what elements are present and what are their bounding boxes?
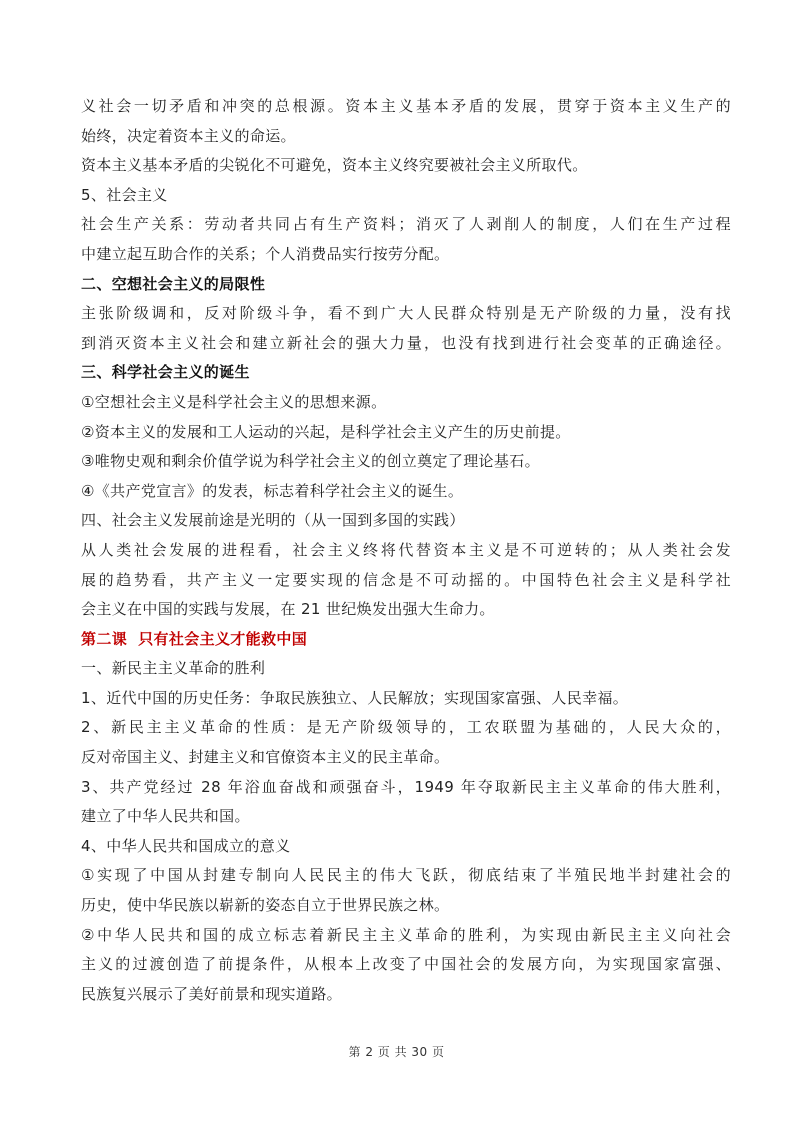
paragraph-line: 资本主义基本矛盾的尖锐化不可避免，资本主义终究要被社会主义所取代。 bbox=[81, 156, 588, 175]
paragraph-line: 历史，使中华民族以崭新的姿态自立于世界民族之林。 bbox=[81, 896, 450, 915]
list-item: ②资本主义的发展和工人运动的兴起，是科学社会主义产生的历史前提。 bbox=[81, 422, 571, 441]
section-heading: 三、科学社会主义的诞生 bbox=[81, 363, 250, 382]
paragraph-line: 1、近代中国的历史任务：争取民族独立、人民解放；实现国家富强、人民幸福。 bbox=[81, 688, 629, 707]
paragraph-line: 建立了中华人民共和国。 bbox=[81, 807, 250, 826]
paragraph-line: 反对帝国主义、封建主义和官僚资本主义的民主革命。 bbox=[81, 748, 450, 767]
subsection-title: 5、社会主义 bbox=[81, 185, 168, 204]
section-heading: 二、空想社会主义的局限性 bbox=[81, 274, 266, 293]
paragraph-line: 义社会一切矛盾和冲突的总根源。资本主义基本矛盾的发展，贯穿于资本主义生产的 bbox=[81, 97, 731, 115]
lesson-heading: 第二课 只有社会主义才能救中国 bbox=[81, 629, 308, 648]
subsection-title: 4、中华人民共和国成立的意义 bbox=[81, 836, 291, 855]
paragraph-line: 3、共产党经过 28 年浴血奋战和顽强奋斗，1949 年夺取新民主主义革命的伟大胜利， bbox=[81, 777, 731, 796]
paragraph-line: 社会生产关系：劳动者共同占有生产资料；消灭了人剥削人的制度，人们在生产过程 bbox=[81, 215, 731, 234]
subsection-title: 四、社会主义发展前途是光明的（从一国到多国的实践） bbox=[81, 511, 465, 530]
paragraph-line: 中建立起互助合作的关系；个人消费品实行按劳分配。 bbox=[81, 244, 450, 263]
paragraph-line: 从人类社会发展的进程看，社会主义终将代替资本主义是不可逆转的；从人类社会发 bbox=[81, 540, 731, 559]
list-item: ③唯物史观和剩余价值学说为科学社会主义的创立奠定了理论基石。 bbox=[81, 452, 540, 471]
list-item: ①空想社会主义是科学社会主义的思想来源。 bbox=[81, 392, 387, 411]
paragraph-line: 始终，决定着资本主义的命运。 bbox=[81, 126, 296, 145]
paragraph-line: 民族复兴展示了美好前景和现实道路。 bbox=[81, 984, 342, 1003]
paragraph-line: ①实现了中国从封建专制向人民民主的伟大飞跃，彻底结束了半殖民地半封建社会的 bbox=[81, 866, 731, 885]
page-footer: 第 2 页 共 30 页 bbox=[348, 1045, 445, 1059]
paragraph-line: 展的趋势看，共产主义一定要实现的信念是不可动摇的。中国特色社会主义是科学社 bbox=[81, 570, 731, 589]
paragraph-line: ②中华人民共和国的成立标志着新民主主义革命的胜利，为实现由新民主主义向社会 bbox=[81, 925, 731, 944]
paragraph-line: 2、新民主主义革命的性质：是无产阶级领导的，工农联盟为基础的，人民大众的， bbox=[81, 718, 731, 737]
paragraph-line: 到消灭资本主义社会和建立新社会的强大力量，也没有找到进行社会变革的正确途径。 bbox=[81, 333, 731, 352]
document-body bbox=[81, 92, 731, 1009]
list-item: ④《共产党宣言》的发表，标志着科学社会主义的诞生。 bbox=[81, 481, 464, 500]
paragraph-line: 主义的过渡创造了前提条件，从根本上改变了中国社会的发展方向，为实现国家富强、 bbox=[81, 955, 731, 974]
paragraph-line: 主张阶级调和，反对阶级斗争，看不到广大人民群众特别是无产阶级的力量，没有找 bbox=[81, 304, 731, 323]
subsection-title: 一、新民主主义革命的胜利 bbox=[81, 659, 266, 678]
paragraph-line: 会主义在中国的实践与发展，在 21 世纪焕发出强大生命力。 bbox=[81, 600, 495, 619]
